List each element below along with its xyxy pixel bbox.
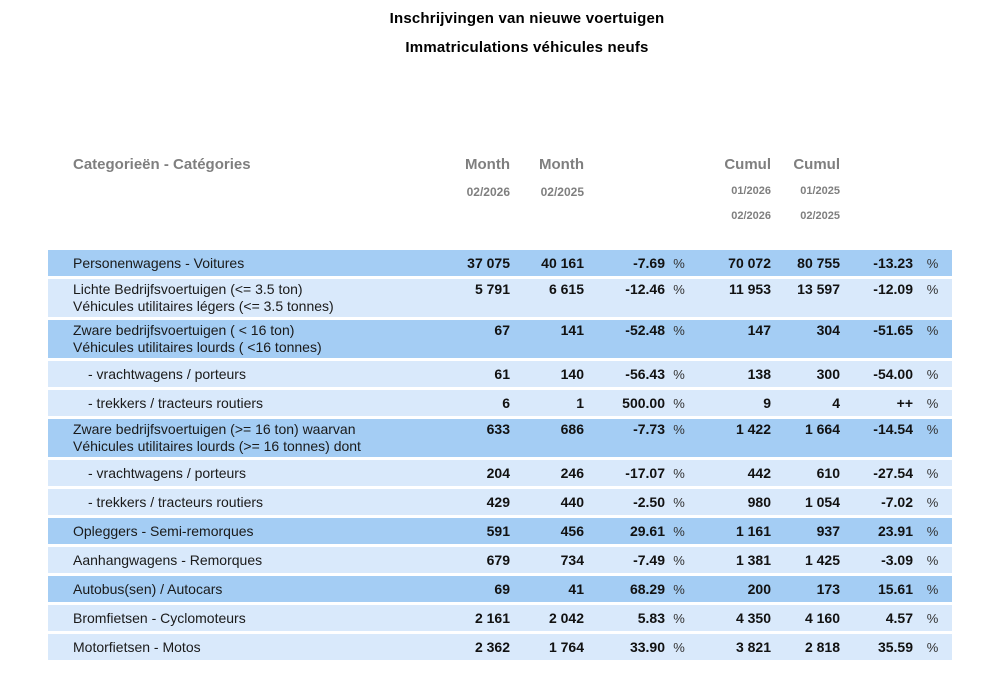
month-previous-value: 456 [560,523,584,539]
category-label-nl: - trekkers / tracteurs routiers [88,395,264,411]
cumul-current-value: 70 072 [728,255,771,271]
cumul-previous-period-to: 02/2025 [800,210,840,222]
table-row [48,547,952,576]
column-header-categories: Categorieën - Catégories [73,156,251,173]
month-current-value: 6 [502,395,510,411]
cumul-current-value: 3 821 [735,639,771,655]
category-label-nl: Personenwagens - Voitures [73,255,245,271]
month-change-value: 500.00 [622,395,665,411]
month-current-value: 67 [494,322,510,338]
cumul-change-value: -27.54 [873,465,913,481]
cumul-change-value: -51.65 [873,322,913,338]
cumul-percent-sign: % [926,495,939,510]
cumul-current-value: 147 [747,322,771,338]
category-cell [48,320,418,358]
table-row [48,390,952,419]
table-row [48,361,952,390]
month-change-value: -7.73 [633,421,665,437]
column-header-cumul-percent-spacer [913,156,952,223]
cumul-current-value: 1 422 [735,421,771,437]
month-change-value: -52.48 [625,322,665,338]
category-cell [48,489,418,515]
cumul-previous-value: 4 [832,395,840,411]
table-row [48,605,952,634]
month-change-value: -12.46 [625,281,665,297]
cumul-current-label: Cumul [724,156,771,173]
table-row [48,250,952,279]
month-previous-value: 141 [560,322,584,338]
cumul-current-period-to: 02/2026 [731,210,771,222]
cumul-percent-sign: % [926,396,939,411]
category-cell [48,518,418,544]
month-current-period: 02/2026 [466,185,510,199]
month-current-value: 204 [486,465,510,481]
cumul-previous-value: 937 [816,523,840,539]
month-percent-sign: % [673,422,685,437]
month-current-value: 633 [486,421,510,437]
cumul-current-value: 980 [747,494,771,510]
month-previous-value: 1 [576,395,584,411]
category-cell [48,605,418,631]
month-previous-period: 02/2025 [540,185,584,199]
cumul-percent-sign: % [926,422,939,437]
category-cell [48,634,418,660]
category-label-nl: Aanhangwagens - Remorques [73,552,263,568]
category-cell [48,250,418,276]
month-percent-sign: % [673,282,685,297]
category-cell [48,576,418,602]
column-header-month-previous [510,156,584,223]
month-change-value: 5.83 [637,610,665,626]
column-header-month-percent-spacer [665,156,693,223]
cumul-change-value: -13.23 [873,255,913,271]
month-change-value: -7.69 [633,255,665,271]
category-label-nl: Autobus(sen) / Autocars [73,581,223,597]
month-previous-value: 440 [560,494,584,510]
category-cell [48,361,418,387]
category-label-fr: Véhicules utilitaires légers (<= 3.5 tonnes) [73,298,334,314]
cumul-previous-value: 1 425 [804,552,840,568]
month-previous-label: Month [539,156,584,173]
cumul-percent-sign: % [926,367,939,382]
month-previous-value: 2 042 [548,610,584,626]
cumul-change-value: -12.09 [873,281,913,297]
month-percent-sign: % [673,582,685,597]
month-previous-value: 734 [560,552,584,568]
month-previous-value: 6 615 [548,281,584,297]
month-previous-value: 140 [560,366,584,382]
month-percent-sign: % [673,367,685,382]
cumul-change-value: -3.09 [881,552,913,568]
category-cell [48,547,418,573]
cumul-percent-sign: % [926,640,939,655]
table-row [48,320,952,361]
column-header-month-change-spacer [584,156,665,223]
month-current-value: 591 [486,523,510,539]
cumul-previous-value: 173 [816,581,840,597]
category-label-nl: Zware bedrijfsvoertuigen (>= 16 ton) waarvan [73,421,356,437]
cumul-percent-sign: % [926,323,939,338]
cumul-current-value: 138 [747,366,771,382]
cumul-change-value: -7.02 [881,494,913,510]
table-row [48,279,952,320]
report-title-fr: Immatriculations véhicules neufs [405,39,649,56]
cumul-previous-period-from: 01/2025 [800,185,840,197]
category-label-nl: - vrachtwagens / porteurs [88,366,246,382]
cumul-previous-value: 300 [816,366,840,382]
column-header-month-current [418,156,510,223]
month-change-value: -7.49 [633,552,665,568]
cumul-percent-sign: % [926,466,939,481]
category-label-nl: - trekkers / tracteurs routiers [88,494,264,510]
cumul-percent-sign: % [926,582,939,597]
month-current-value: 429 [486,494,510,510]
month-percent-sign: % [673,466,685,481]
month-change-value: 29.61 [629,523,665,539]
cumul-previous-value: 610 [816,465,840,481]
month-current-value: 2 161 [474,610,510,626]
category-label-fr: Véhicules utilitaires lourds ( <16 tonnes) [73,339,322,355]
category-cell [48,279,418,317]
cumul-current-value: 1 161 [735,523,771,539]
month-percent-sign: % [673,524,685,539]
month-change-value: -17.07 [625,465,665,481]
cumul-change-value: 23.91 [877,523,913,539]
cumul-current-value: 9 [763,395,771,411]
month-percent-sign: % [673,611,685,626]
cumul-previous-value: 80 755 [797,255,840,271]
month-current-value: 5 791 [474,281,510,297]
report-title [54,10,1000,68]
table-row [48,634,952,663]
cumul-change-value: 4.57 [885,610,913,626]
table-row [48,460,952,489]
cumul-previous-value: 2 818 [804,639,840,655]
month-percent-sign: % [673,640,685,655]
table-row [48,576,952,605]
category-label-nl: Opleggers - Semi-remorques [73,523,254,539]
cumul-current-value: 4 350 [735,610,771,626]
month-percent-sign: % [673,323,685,338]
cumul-change-value: 15.61 [877,581,913,597]
table-row [48,518,952,547]
cumul-percent-sign: % [926,553,939,568]
column-header-cumul-current [693,156,771,223]
month-previous-value: 40 161 [541,255,584,271]
category-cell [48,460,418,486]
cumul-percent-sign: % [926,256,939,271]
cumul-change-value: ++ [896,395,913,411]
category-cell [48,390,418,416]
month-previous-value: 246 [560,465,584,481]
category-label-nl: Motorfietsen - Motos [73,639,201,655]
column-header-cumul-previous [771,156,840,223]
cumul-previous-label: Cumul [793,156,840,173]
cumul-previous-value: 4 160 [804,610,840,626]
cumul-previous-value: 1 054 [804,494,840,510]
cumul-percent-sign: % [926,611,939,626]
cumul-current-value: 11 953 [728,281,771,297]
month-change-value: -2.50 [633,494,665,510]
month-current-value: 69 [494,581,510,597]
table-body [48,250,952,663]
month-change-value: -56.43 [625,366,665,382]
category-label-nl: Lichte Bedrijfsvoertuigen (<= 3.5 ton) [73,281,303,297]
cumul-previous-value: 1 664 [804,421,840,437]
month-current-value: 61 [494,366,510,382]
month-percent-sign: % [673,396,685,411]
month-previous-value: 41 [568,581,584,597]
category-label-fr: Véhicules utilitaires lourds (>= 16 tonnes) dont [73,438,361,454]
cumul-change-value: 35.59 [877,639,913,655]
category-cell [48,419,418,457]
column-header-cumul-change-spacer [840,156,913,223]
month-previous-value: 686 [560,421,584,437]
cumul-change-value: -14.54 [873,421,913,437]
month-current-value: 37 075 [467,255,510,271]
month-current-value: 2 362 [474,639,510,655]
cumul-previous-value: 304 [816,322,840,338]
cumul-current-value: 200 [747,581,771,597]
category-label-nl: Zware bedrijfsvoertuigen ( < 16 ton) [73,322,295,338]
month-previous-value: 1 764 [548,639,584,655]
month-percent-sign: % [673,495,685,510]
month-percent-sign: % [673,256,685,271]
cumul-percent-sign: % [926,282,939,297]
month-current-label: Month [465,156,510,173]
table-row [48,489,952,518]
cumul-current-value: 1 381 [735,552,771,568]
cumul-percent-sign: % [926,524,939,539]
category-label-nl: Bromfietsen - Cyclomoteurs [73,610,246,626]
report-title-nl: Inschrijvingen van nieuwe voertuigen [389,10,665,27]
cumul-current-period-from: 01/2026 [731,185,771,197]
cumul-current-value: 442 [747,465,771,481]
month-percent-sign: % [673,553,685,568]
month-current-value: 679 [486,552,510,568]
table-row [48,419,952,460]
table-header [48,156,952,223]
cumul-change-value: -54.00 [873,366,913,382]
month-change-value: 33.90 [629,639,665,655]
month-change-value: 68.29 [629,581,665,597]
cumul-previous-value: 13 597 [797,281,840,297]
category-label-nl: - vrachtwagens / porteurs [88,465,246,481]
